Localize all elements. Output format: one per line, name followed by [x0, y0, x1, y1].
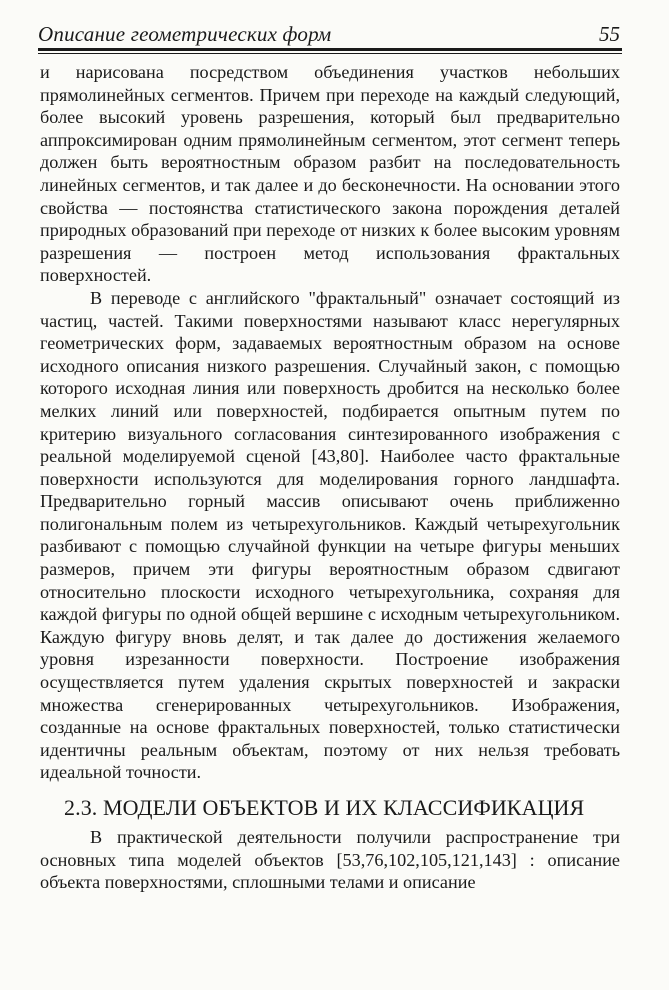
- paragraph-1: и нарисована посредством объединения участков небольших прямолинейных сегментов. Причем при переходе на каждый следующий, более высокий уровень разрешения, который был предварительно аппроксимирован одним прямолинейным сегментом, этот сегмент теперь должен быть вероятностным образом разбит на последовательность линейных сегментов, и так далее и до бесконечности. На основании этого свойства — постоянства статистического закона порождения деталей природных образований при переходе от низких к более высоким уровням разрешения — построен метод использования фрактальных поверхностей.: [40, 62, 620, 286]
- page-number: 55: [599, 22, 620, 46]
- paragraph-2: В переводе с английского "фрактальный" означает состоящий из частиц, частей. Такими поверхностями называют класс нерегулярных геометрических форм, задаваемых вероятностным образом на основе исходного описания низкого разрешения. Случайный закон, с помощью которого исходная линия или поверхность дробится на несколько более мелких линий или поверхностей, подбирается опытным путем по критерию визуального согласования синтезированного изображения с реальной моделируемой сценой [43,80]. Наиболее часто фрактальные поверхности используются для моделирования горного ландшафта. Предварительно горный массив описывают очень приближенно полигональным полем из четырехугольников. Каждый четырехугольник разбивают с помощью случайной функции на четыре фигуры меньших размеров, причем эти фигуры вероятностным образом сдвигают относительно плоскости исходного четырехугольника, сохраняя для каждой фигуры по одной общей вершине с исходным четырехугольником. Каждую фигуру вновь делят, и так далее до достижения желаемого уровня изрезанности поверхности. Построение изображения осуществляется путем удаления скрытых поверхностей и закраски множества сгенерированных четырехугольников. Изображения, созданные на основе фрактальных поверхностей, только статистически идентичны реальным объектам, поэтому от них нельзя требовать идеальной точности.: [40, 287, 620, 783]
- section-heading: 2.3. МОДЕЛИ ОБЪЕКТОВ И ИХ КЛАССИФИКАЦИЯ: [64, 795, 585, 820]
- header-title: Описание геометрических форм: [38, 22, 332, 46]
- header-rule-thin: [38, 53, 622, 54]
- paragraph-3: В практической деятельности получили распространение три основных типа моделей объектов [53,76,102,105,121,143] : описание объекта поверхностями, сплошными телами и описание: [40, 827, 620, 893]
- header-rule-thick: [38, 48, 622, 51]
- page-body: [40, 61, 620, 894]
- running-header: [38, 20, 622, 50]
